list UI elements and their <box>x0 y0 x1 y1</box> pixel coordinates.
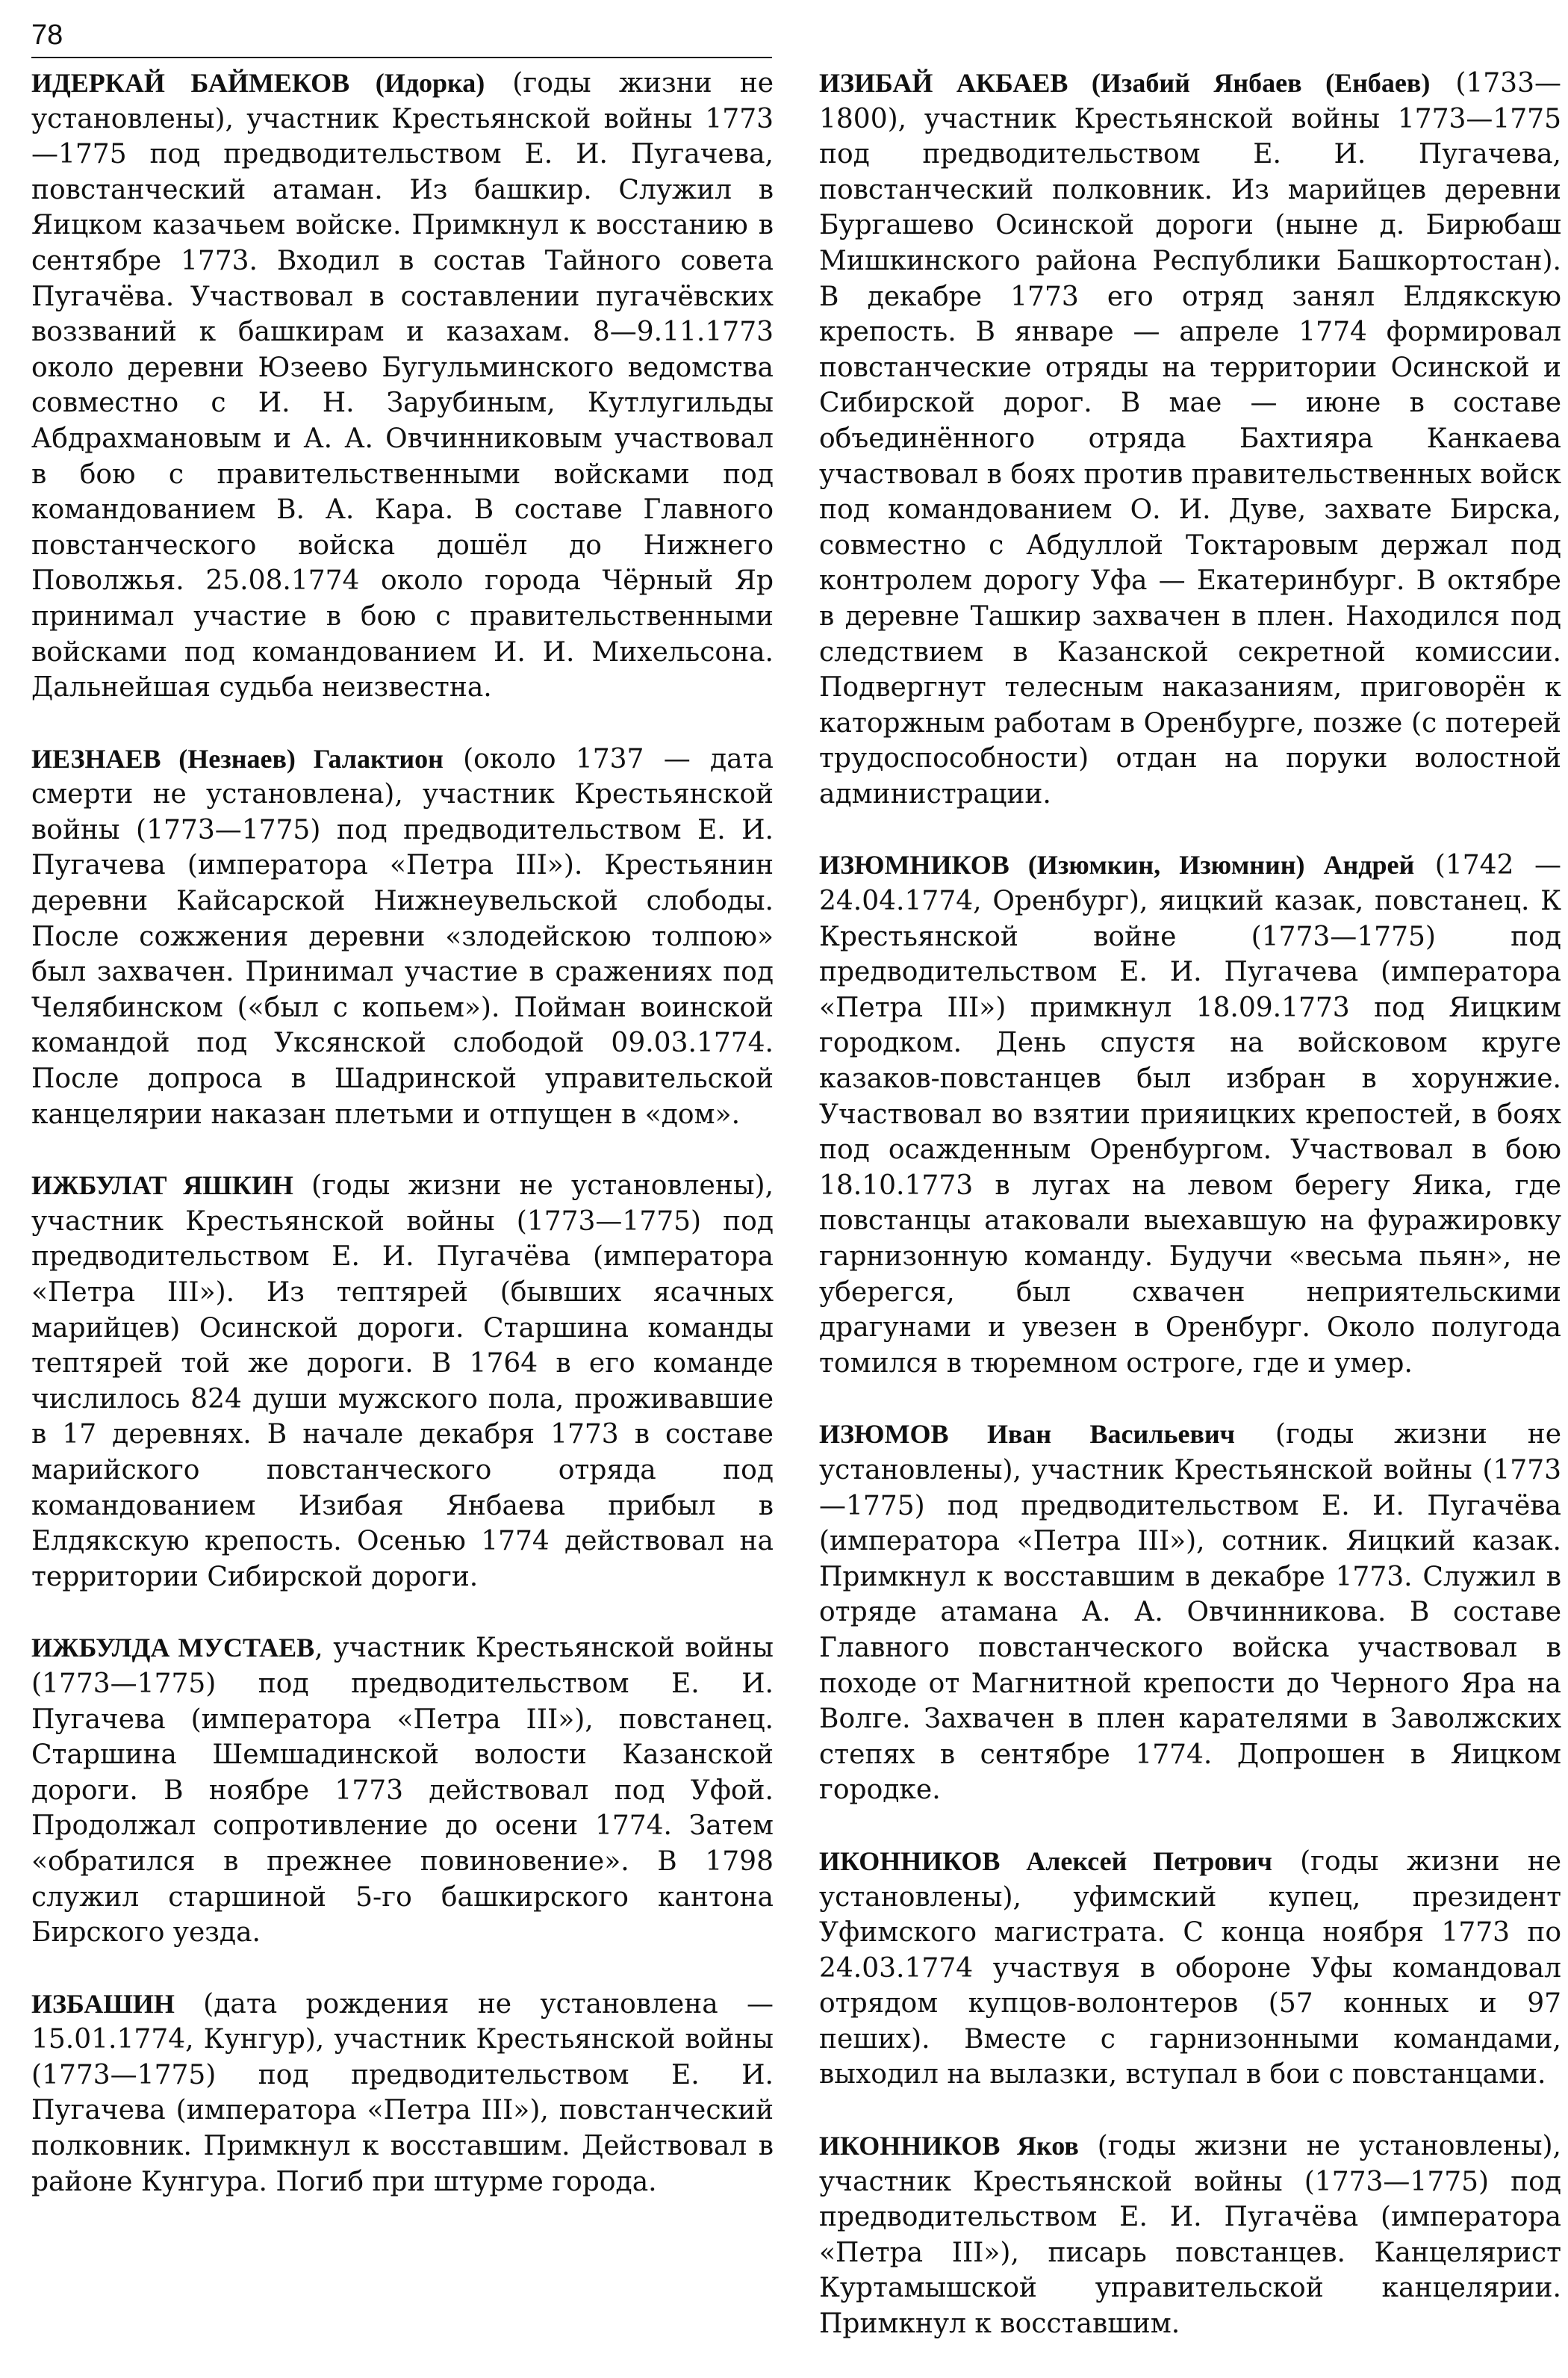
entry-text: (годы жизни не установлены), участник Крестьянской войны (1773—1775) под предводительством Е. И. Пугачёва (императора «Петра III»), сотник. Яицкий казак. Примкнул к восставшим в декабре 1773. Служил в отряде атамана А. А. Овчинникова. В составе Главного повстанческого войска участвовал в походе от Магнитной крепости до Черного Яра на Волге. Захвачен в плен карателями в Заволжских степях в сентябре 1774. Допрошен в Яицком городке. <box>819 1419 1561 1806</box>
entry-headword: ИЗЮМОВ Иван Васильевич <box>819 1419 1235 1450</box>
entry-text: (годы жизни не установлены), участник Крестьянской войны (1773—1775) под предводительством Е. И. Пугачёва (императора «Петра III»), писарь повстанцев. Канцелярист Куртамышской управительской канцелярии. Примкнул к восставшим. <box>819 2131 1561 2340</box>
entry-iderkay-baymekov <box>31 66 774 706</box>
entry-text: (около 1737 — дата смерти не установлена), участник Крестьянской войны (1773—1775) под предводительством Е. И. Пугачева (императора «Петра III»). Крестьянин деревни Кайсарской Нижнеувельской слободы. После сожжения деревни «злодейскою толпою» был захвачен. Принимал участие в сражениях под Челябинском («был с копьем»). Пойман воинской командой под Уксянской слободой 09.03.1774. После допроса в Шадринской управительской канцелярии наказан плетьми и отпущен в «дом». <box>31 743 774 1130</box>
entry-headword: ИДЕРКАЙ БАЙМЕКОВ (Идорка) <box>31 68 485 98</box>
entry-headword: ИЗИБАЙ АКБАЕВ (Изабий Янбаев (Енбаев) <box>819 68 1431 98</box>
entry-ieznaev <box>31 742 774 1133</box>
entry-izhbulat-yashkin <box>31 1168 774 1595</box>
entry-izyumnikov-andrey <box>819 848 1561 1381</box>
entry-izhbulda-mustaev <box>31 1630 774 1950</box>
entry-headword: ИКОННИКОВ Алексей Петрович <box>819 1845 1272 1876</box>
entry-headword: ИЕЗНАЕВ (Незнаев) Галактион <box>31 743 444 774</box>
page-header <box>31 10 772 58</box>
entry-headword: ИЖБУЛАТ ЯШКИН <box>31 1170 293 1201</box>
entry-text: (1733—1800), участник Крестьянской войны 1773—1775 под предводительством Е. И. Пугачева, повстанческий полковник. Из марийцев деревни Бургашево Осинской дороги (ныне д. Бирюбаш Мишкинского района Республики Башкортостан). В декабре 1773 его отряд занял Елдякскую крепость. В январе — апреле 1774 формировал повстанческие отряды на территории Осинской и Сибирской дорог. В мае — июне в составе объединённого отряда Бахтияра Канкаева участвовал в боях против правительственных войск под командованием О. И. Дуве, захвате Бирска, совместно с Абдуллой Токтаровым держал под контролем дорогу Уфа — Екатеринбург. В октябре в деревне Ташкир захвачен в плен. Находился под следствием в Казанской секретной комиссии. Подвергнут телесным наказаниям, приговорён к каторжным работам в Оренбурге, позже (с потерей трудоспособности) отдан на поруки волостной администрации. <box>819 68 1561 810</box>
right-column <box>819 66 1561 2378</box>
entry-ikonnikov-yakov <box>819 2129 1561 2342</box>
left-column <box>31 66 774 2235</box>
entry-headword: ИЗЮМНИКОВ (Изюмкин, Изюмнин) Андрей <box>819 850 1415 881</box>
entry-headword: ИЗБАШИН <box>31 1988 175 2019</box>
entry-izibay-akbaev <box>819 66 1561 812</box>
entry-text: , участник Крестьянской войны (1773—1775) под предводительством Е. И. Пугачева (императора «Петра III»), повстанец. Старшина Шемшадинской волости Казанской дороги. В ноябре 1773 действовал под Уфой. Продолжал сопротивление до осени 1774. Затем «обратился в прежнее повиновение». В 1798 служил старшиной 5-го башкирского кантона Бирского уезда. <box>31 1633 774 1949</box>
entry-ikonnikov-aleksey <box>819 1844 1561 2093</box>
entry-text: (годы жизни не установлены), участник Крестьянской войны (1773—1775) под предводительством Е. И. Пугачёва (императора «Петра III»). Из тептярей (бывших ясачных марийцев) Осинской дороги. Старшина команды тептярей той же дороги. В 1764 в его команде числилось 824 души мужского пола, проживавшие в 17 деревнях. В начале декабря 1773 в составе марийского повстанческого отряда под командованием Изибая Янбаева прибыл в Елдякскую крепость. Осенью 1774 действовал на территории Сибирской дороги. <box>31 1170 774 1592</box>
entry-headword: ИЖБУЛДА МУСТАЕВ <box>31 1633 315 1663</box>
entry-text: (1742 — 24.04.1774, Оренбург), яицкий казак, повстанец. К Крестьянской войне (1773—1775) под предводительством Е. И. Пугачева (императора «Петра III») примкнул 18.09.1773 под Яицким городком. День спустя на войсковом круге казаков-повстанцев был избран в хорунжие. Участвовал во взятии прияицких крепостей, в боях под осажденным Оренбургом. Участвовал в бою 18.10.1773 в лугах на левом берегу Яика, где повстанцы атаковали выехавшую на фуражировку гарнизонную команду. Будучи «весьма пьян», не уберегся, был схвачен неприятельскими драгунами и увезен в Оренбург. Около полугода томился в тюремном остроге, где и умер. <box>819 850 1561 1379</box>
page-number: 78 <box>31 19 63 51</box>
entry-text: (годы жизни не установлены), уфимский купец, президент Уфимского магистрата. С конца ноября 1773 по 24.03.1774 участвуя в обороне Уфы командовал отрядом купцов-волонтеров (57 конных и 97 пеших). Вместе с гарнизонными командами, выходил на вылазки, вступал в бои с повстанцами. <box>819 1845 1562 2090</box>
entry-izyumov-ivan <box>819 1417 1561 1808</box>
entry-headword: ИКОННИКОВ Яков <box>819 2131 1079 2161</box>
entry-izbashin <box>31 1987 774 2200</box>
entry-text: (годы жизни не установлены), участник Крестьянской войны 1773—1775 под предводительством Е. И. Пугачева, повстанческий атаман. Из башкир. Служил в Яицком казачьем войске. Примкнул к восстанию в сентябре 1773. Входил в состав Тайного совета Пугачёва. Участвовал в составлении пугачёвских воззваний к башкирам и казахам. 8—9.11.1773 около деревни Юзеево Бугульминского ведомства совместно с И. Н. Зарубиным, Кутлугильды Абдрахмановым и А. А. Овчинниковым участвовал в бою с правительственными войсками под командованием В. А. Кара. В составе Главного повстанческого войска дошёл до Нижнего Поволжья. 25.08.1774 около города Чёрный Яр принимал участие в бою с правительственными войсками под командованием И. И. Михельсона. Дальнейшая судьба неизвестна. <box>31 68 774 704</box>
entry-text: (дата рождения не установлена — 15.01.1774, Кунгур), участник Крестьянской войны (1773—1775) под предводительством Е. И. Пугачева (императора «Петра III»), повстанческий полковник. Примкнул к восставшим. Действовал в районе Кунгура. Погиб при штурме города. <box>31 1988 774 2197</box>
